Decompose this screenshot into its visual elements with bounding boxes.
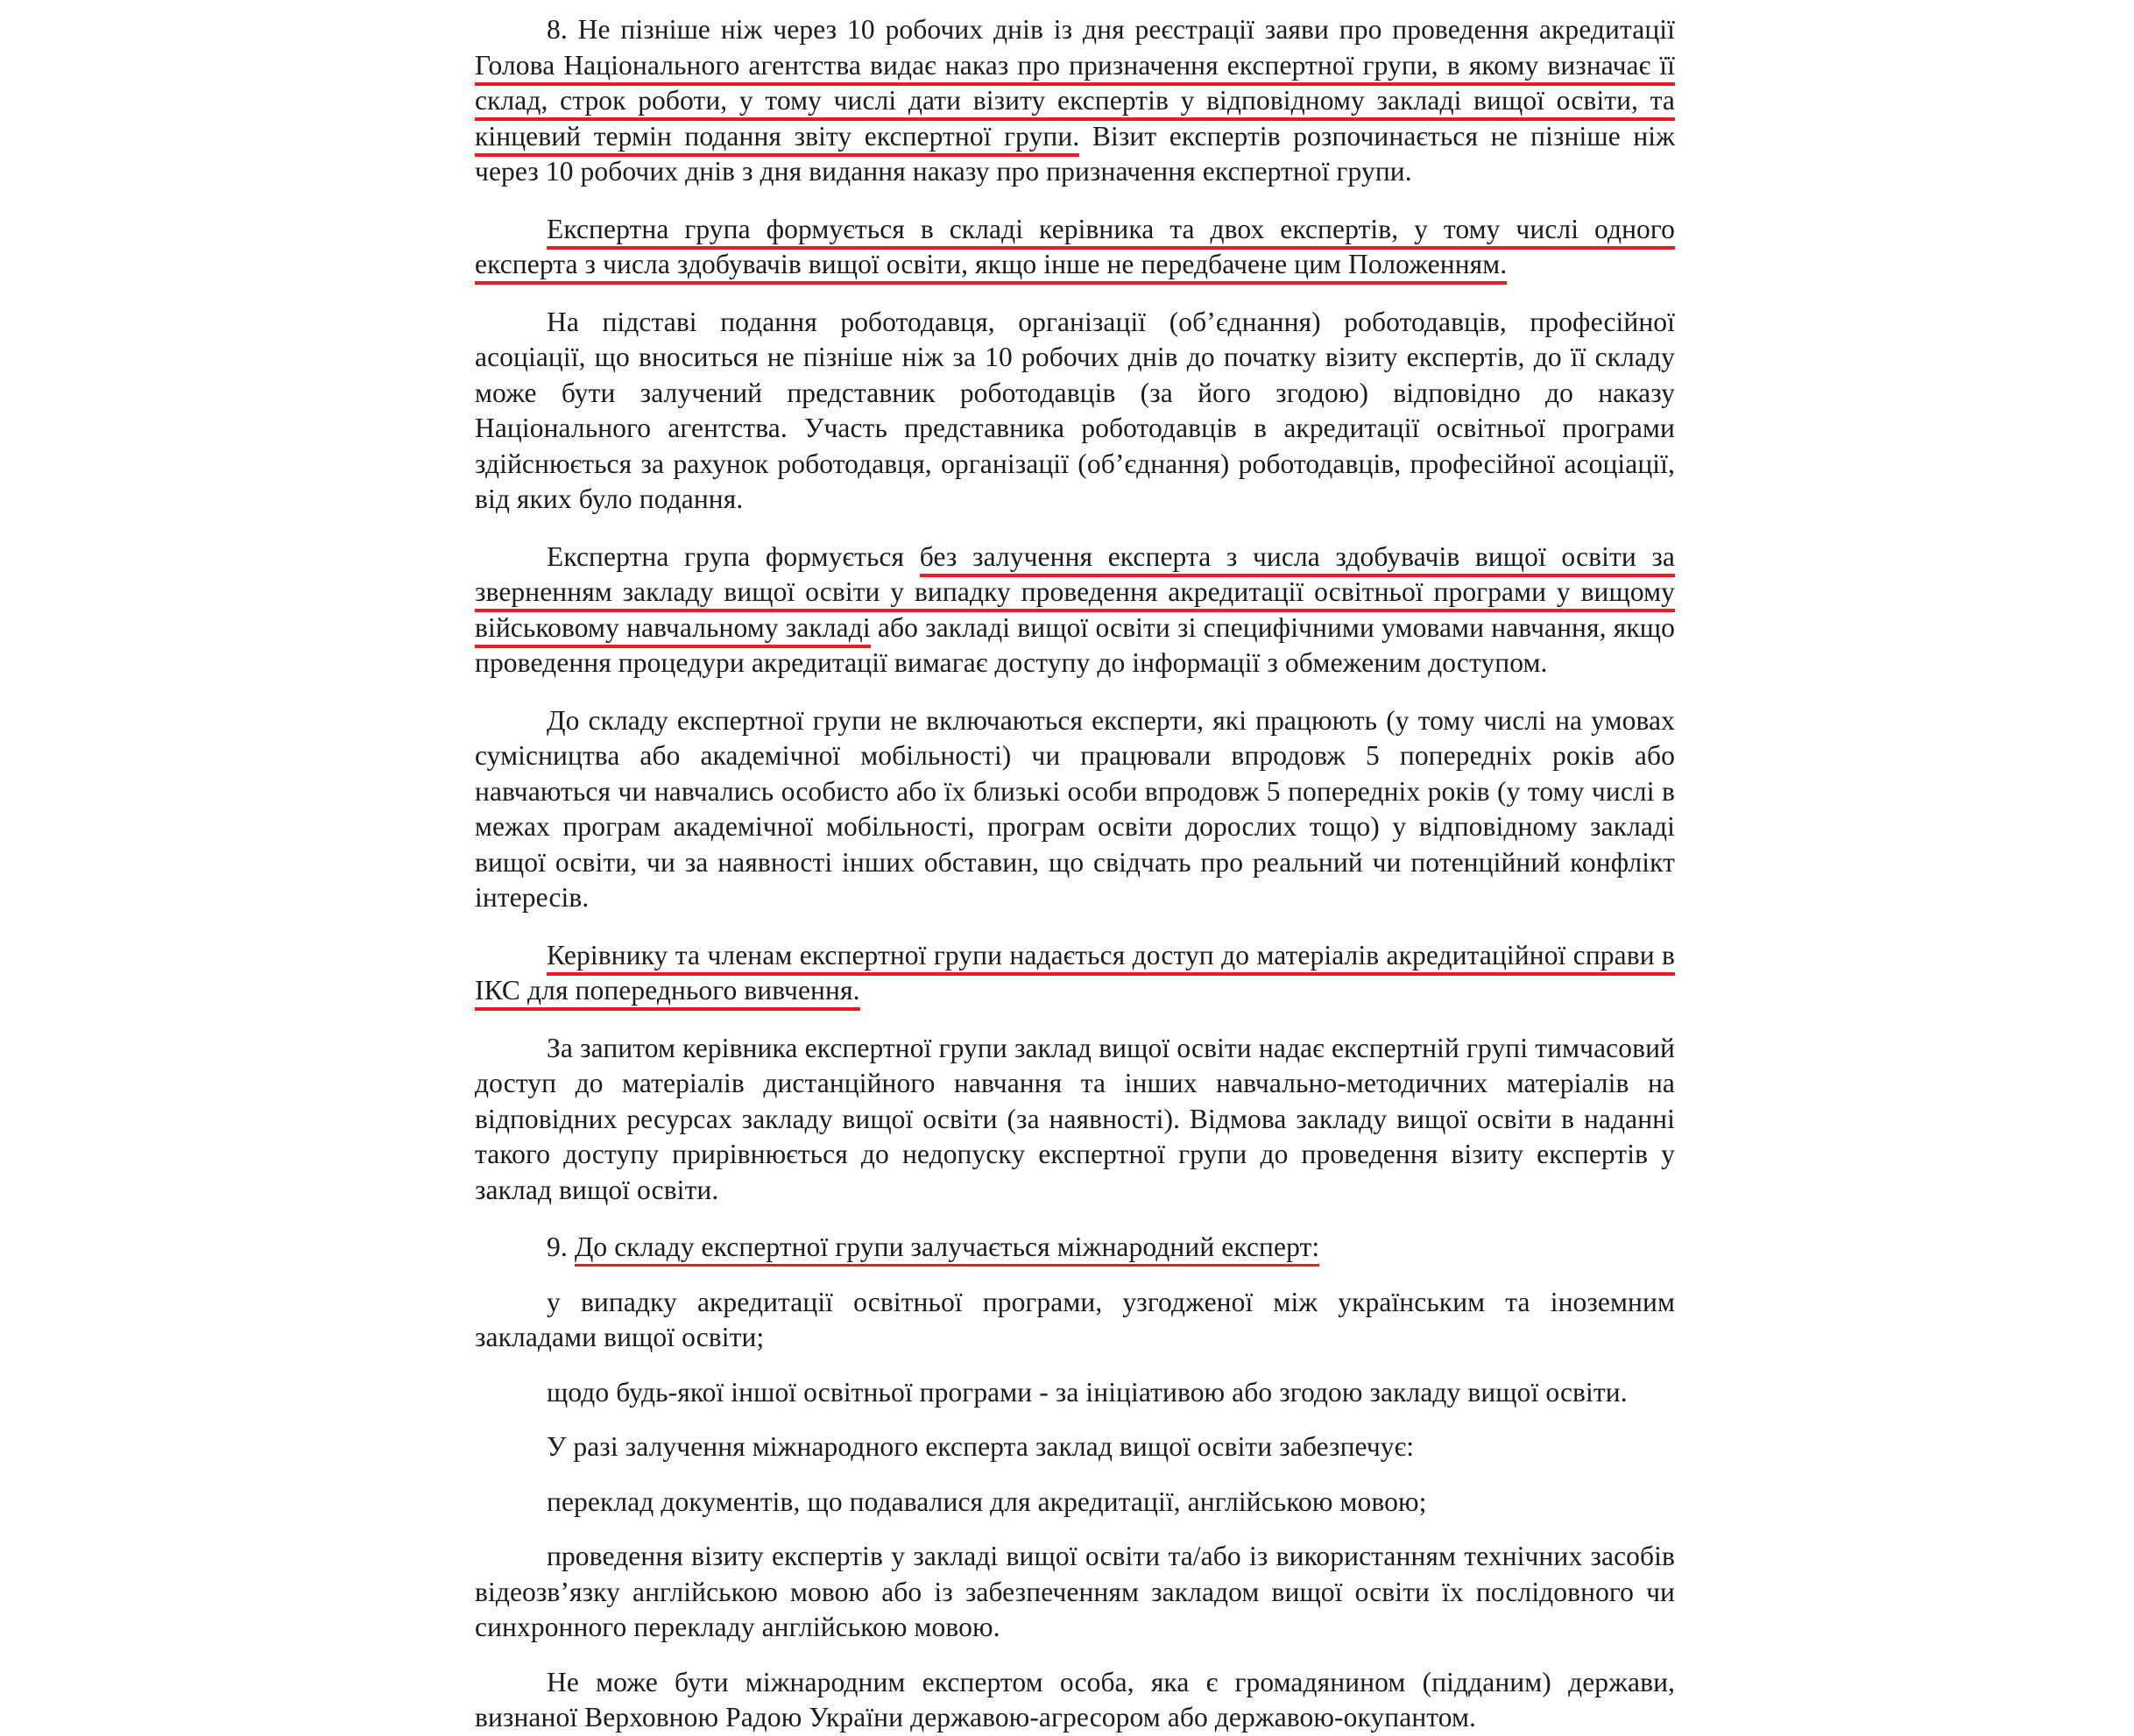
- text-run: або закладі вищої освіти зі специфічними умовами навчання, якщо проведення процедури акредитації вимагає доступу до інформації з обмеженим доступом.: [475, 611, 1675, 678]
- paragraph-8: [475, 12, 1675, 190]
- text-run: щодо будь-якої іншої освітньої програми - за ініціативою або згодою закладу вищої освіти.: [547, 1376, 1628, 1408]
- text-run: На підставі подання роботодавця, організації (об’єднання) роботодавців, професійної асоціації, що вноситься не пізніше ніж за 10 робочих днів до початку візиту експертів, до її складу може бути залучений представник роботодавців (за його згодою) відповідно до наказу Національного агентства. Участь представника роботодавців в акредитації освітньої програми здійснюється за рахунок роботодавця, організації (об’єднання) роботодавців, професійної асоціації, від яких було подання.: [475, 306, 1675, 514]
- paragraph-9-item-d: [475, 1485, 1675, 1521]
- annotated-text-run: Керівнику та членам експертної групи надається доступ до матеріалів акредитаційної справи в ІКС для попереднього вивчення.: [475, 940, 1675, 1012]
- paragraph-expert-group-composition: [475, 212, 1675, 283]
- paragraph-9-item-f: [475, 1665, 1675, 1736]
- annotated-text-run: без залучення експерта з числа здобувачів вищої освіти за зверненням закладу вищої освіти у випадку проведення акредитації освітньої програми у вищому військовому навчальному закладі: [475, 541, 1675, 648]
- paragraph-employer-representation: [475, 305, 1675, 518]
- paragraph-9-item-a: [475, 1285, 1675, 1356]
- paragraph-9-item-e: [475, 1539, 1675, 1646]
- document-text-column: [475, 12, 1675, 1736]
- text-run: у випадку акредитації освітньої програми, узгодженої між українським та іноземним закладами вищої освіти;: [475, 1286, 1675, 1352]
- text-run: Візит експертів розпочинається не пізніше ніж через 10 робочих днів з дня видання наказу про призначення експертної групи.: [475, 120, 1675, 187]
- annotated-text-run: До складу експертної групи залучається міжнародний експерт:: [575, 1231, 1319, 1267]
- text-run: 8. Не пізніше ніж через 10 робочих днів із дня реєстрації заяви про проведення акредитації: [547, 14, 1675, 45]
- text-run: До складу експертної групи не включаються експерти, які працюють (у тому числі на умовах сумісництва або академічної мобільності) чи працювали впродовж 5 попередніх років або навчаються чи навчались особисто або їх близькі особи впродовж 5 попередніх років (у тому числі в межах програм академічної мобільності, програм освіти дорослих тощо) у відповідному закладі вищої освіти, чи за наявності інших обставин, що свідчать про реальний чи потенційний конфлікт інтересів.: [475, 704, 1675, 913]
- text-run: Не може бути міжнародним експертом особа, яка є громадянином (підданим) держави, визнаної Верховною Радою України державою-агресором або державою-окупантом.: [475, 1666, 1675, 1732]
- paragraph-9-item-c: [475, 1429, 1675, 1465]
- paragraph-9-item-b: [475, 1375, 1675, 1411]
- annotated-text-run: Експертна група формується в складі керівника та двох експертів, у тому числі одного експерта з числа здобувачів вищої освіти, якщо інше не передбачене цим Положенням.: [475, 214, 1675, 286]
- paragraph-temporary-access: [475, 1031, 1675, 1209]
- paragraph-military-institution-exception: [475, 540, 1675, 681]
- annotated-text-run: Голова Національного агентства видає наказ про призначення експертної групи, в якому визначає її склад, строк роботи, у тому числі дати візиту експертів у відповідному закладі вищої освіти, та кінцевий термін подання звіту експертної групи.: [475, 50, 1675, 157]
- text-run: Експертна група формується: [547, 540, 920, 572]
- paragraph-access-to-materials: [475, 938, 1675, 1009]
- paragraph-conflict-of-interest: [475, 703, 1675, 916]
- text-run: У разі залучення міжнародного експерта заклад вищої освіти забезпечує:: [547, 1431, 1415, 1462]
- text-run: 9.: [547, 1231, 575, 1262]
- text-run: переклад документів, що подавалися для акредитації, англійською мовою;: [547, 1485, 1427, 1517]
- text-run: проведення візиту експертів у закладі вищої освіти та/або із використанням технічних засобів відеозв’язку англійською мовою або із забезпеченням закладом вищої освіти їх послідовного чи синхронного перекладу англійською мовою.: [475, 1541, 1675, 1642]
- text-run: За запитом керівника експертної групи заклад вищої освіти надає експертній групі тимчасовий доступ до матеріалів дистанційного навчання та інших навчально-методичних матеріалів на відповідних ресурсах закладу вищої освіти (за наявності). Відмова закладу вищої освіти в наданні такого доступу прирівнюється до недопуску експертної групи до проведення візиту експертів у заклад вищої освіти.: [475, 1032, 1675, 1205]
- paragraph-9: [475, 1230, 1675, 1266]
